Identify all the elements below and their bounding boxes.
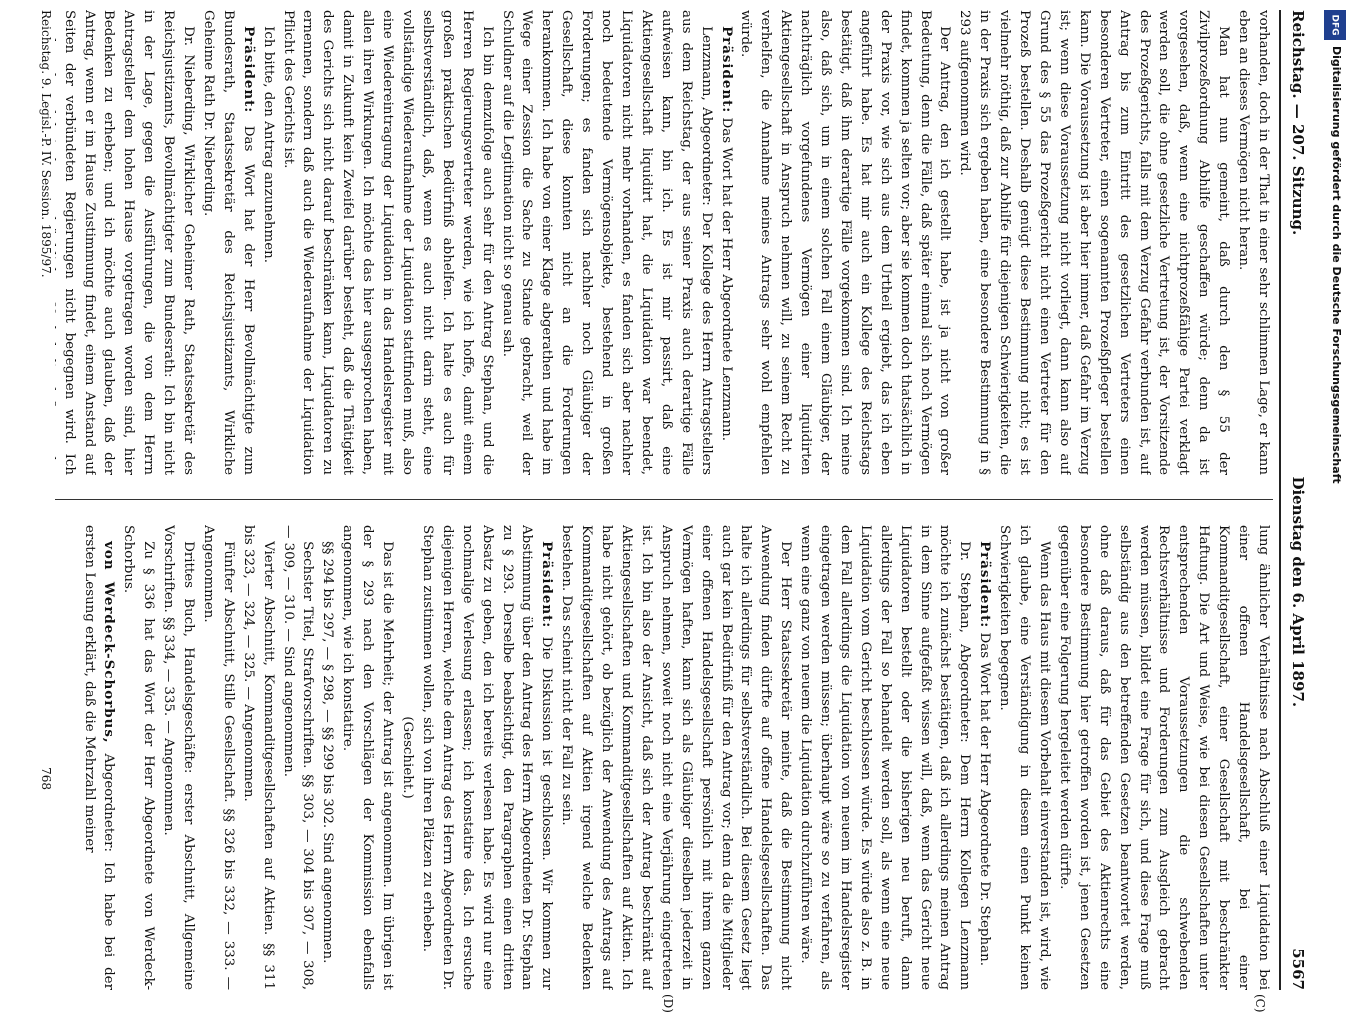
paragraph: lung ähnlicher Verhältnisse nach Abschluß einer Liquidation bei einer offenen Handelsgesellschaft, bei einer Kommanditgesellschaft, einer Gesellschaft mit beschränkter Haftung. Die Art und Weise, wie bei diesen Gesellschaften unter entsprechenden Voraussetzungen die schwebenden Rechtsverhältnisse und Forderungen zum Ausgleich gebracht werden müssen, bildet eine Frage für sich, und diese Frage muß selbständig aus den betreffenden Gesetzen beantwortet werden, ohne daß daraus, daß für das Gebiet des Aktienrechts eine besondere Bestimmung hier getroffen worden ist, jenen Gesetzen gegenüber eine Folgerung hergeleitet werden dürfte. [1054,525,1273,990]
paragraph: vorhanden, doch in der That in einer sehr schlimmen Lage, er kann eben an dieses Vermögen nicht heran. [1233,10,1273,475]
page-number: 5567 [1289,948,1307,990]
dfg-sidebar [1320,6,1350,996]
margin-marker-c: (C) [1253,994,1267,1013]
right-column [55,525,1273,990]
speech-president [716,10,736,475]
speech-text: Das Wort hat der Herr Bevollmächtigte zum Bundesrath, Staatssekretär des Reichsjustizamts, Wirkliche Geheime Rath Dr. Nieberding. [201,10,256,475]
paragraph: Zu § 336 hat das Wort der Herr Abgeordnete von Werdeck-Schorbus. [118,525,158,990]
left-column [55,10,1273,475]
speech-president [974,525,994,990]
paragraph: Wenn das Haus mit diesem Vorbehalt einverstanden ist, wird, wie ich glaube, eine Verständigung in diesem einen Punkt keinen Schwierigkeiten begegnen. [994,525,1054,990]
paragraph: Ich bitte, den Antrag anzunehmen. [258,10,278,475]
paragraph: Drittes Buch, Handelsgeschäfte: erster Abschnitt, Allgemeine Vorschriften. §§ 334, — 335. — Angenommen. [158,525,198,990]
header-left: Reichstag. — 207. Sitzung. [1289,10,1307,235]
speech-text: Die Diskussion ist geschlossen. Wir kommen zur Abstimmung über den Antrag des Herrn Abgeordneten Dr. Stephan zu § 293. Derselbe beabsichtigt, den Paragraphen einen dritten Absatz zu geben, den ich bereits verlesen habe. Es wird nur eine nochmalige Verlesung erlassen; ich konstatire das. Ich ersuche diejenigen Herren, welche dem Antrag des Herrn Abgeordneten Dr. Stephan zustimmen wollen, sich von ihren Plätzen zu erheben. [420,525,554,990]
speaker-name: von Werdeck-Schorbus, [101,541,117,743]
header-rule [1279,10,1281,990]
dfg-credit-text: Digitalisierung gefördert durch die Deutsche Forschungsgemeinschaft [1330,46,1343,484]
rotated-page [25,10,1315,990]
paragraph: Sechster Titel, Strafvorschriften. §§ 303, — 304 bis 307, — 308, — 309, — 310. — Sind angenommen. [278,525,318,990]
speech-president [417,525,556,990]
paragraph: (Geschieht.) [397,525,417,990]
dfg-logo: DFG [1324,10,1346,40]
paragraph: Fünfter Abschnitt, Stille Gesellschaft. §§ 326 bis 332, — 333. — Angenommen. [198,525,238,990]
paragraph: Dr. Nieberding, Wirklicher Geheimer Rath, Staatssekretär des Reichsjustizamts, Bevollmächtigter zum Bundesrath: Ich bin nicht in der Lage, gegen die Ausführungen, die von dem Herrn Antragsteller dem hohen Hause vorgetragen worden sind, hier Bedenken zu erheben; und ich möchte auch glauben, daß der Antrag, wenn er im Hause Zustimmung findet, einem Anstand auf Seiten der verbündeten Regierungen nicht begegnen wird. Ich [55,10,198,475]
paragraph: Vierter Abschnitt, Kommanditgesellschaften auf Aktien. §§ 311 bis 323, — 324, — 325. — Angenommen. [238,525,278,990]
page-header [1281,10,1315,990]
paragraph: Der Herr Staatssekretär meinte, daß die Bestimmung nicht Anwendung finden dürfte auf offene Handelsgesellschaften. Das halte ich allerdings für selbstverständlich. Bei diesem Gesetz liegt auch gar kein Bedürfniß für den Antrag vor; denn da die Mitglieder einer offenen Handelsgesellschaft persönlich mit ihrem ganzen Vermögen haften, kann sich als Gläubiger dieselben jederzeit in Anspruch nehmen, soweit noch nicht eine Verjährung eingetreten ist. Ich bin also der Ansicht, daß sich der Antrag beschränkt auf Aktiengesellschaften und Kommanditgesellschaften auf Aktien. Ich habe nicht gehört, ob bezüglich der Anwendung des Antrags auf Kommanditgesellschaften auf Aktien irgend welche Bedenken bestehen. Das scheint nicht der Fall zu sein. [556,525,795,990]
speech-text: Das Wort hat der Herr Abgeordnete Lenzmann. [719,118,734,441]
speaker-name: Präsident: [241,26,257,113]
column-divider [55,499,1273,500]
footer-session-note: Reichstag. 9. Legisl.-P. IV. Session. 1895/97. [39,10,53,278]
margin-marker-d: (D) [661,994,675,1013]
paragraph: Dr. Stephan, Abgeordneter: Dem Herrn Kollegen Lenzmann möchte ich zunächst bestätigen, daß ich allerdings meinen Antrag in dem Sinne aufgefaßt wissen will, daß, wenn das Gericht neue Liquidatoren bestellt oder die bisherigen neu beruft, dann allerdings der Fall so behandelt werden soll, als wenn eine neue Liquidation vom Gericht beschlossen würde. Es würde also z. B. in dem Fall allerdings die Liquidation von neuem im Handelsregister eingetragen werden müssen; überhaupt wäre so zu verfahren, als wenn eine ganz von neuem die Liquidation durchzuführen wäre. [795,525,974,990]
page-code: 768 [39,767,53,790]
speaker-name: Präsident: [539,541,555,628]
paragraph: Das ist die Mehrheit; der Antrag ist angenommen. Im übrigen ist der § 293 nach den Vorschlägen der Kommission ebenfalls angenommen, wie ich konstatire. [337,525,397,990]
speaker-name: Präsident: [719,26,735,113]
speech-text: Das Wort hat der Herr Abgeordnete Dr. Stephan. [977,633,992,966]
paragraph: Lenzmann, Abgeordneter: Der Kollege des Herrn Antragstellers aus dem Reichstag, der aus seiner Praxis auch derartige Fälle aufweisen kann, bin ich. Es ist mir passirt, daß eine Aktiengesellschaft liquidirt hat, die Liquidation war beendet, Liquidatoren nicht mehr vorhanden, es fanden sich aber nachher noch bedeutende Vermögensobjekte, bestehend in großen Forderungen; es fanden sich nachher noch Gläubiger der Gesellschaft, diese konnten nicht an die Forderungen herankommen. Ich habe von einer Klage abgerathen und habe im Wege einer Zession die Sache zu Stande gebracht, weil der Schuldner auf die Legitimation nicht so genau sah. [497,10,716,475]
header-center: Dienstag den 6. April 1897. [1289,476,1307,707]
speech-werdeck [79,525,119,990]
paragraph: Man hat nun gemeint, daß durch den § 55 der Zivilprozeßordnung Abhilfe geschaffen würde; denn da ist vorgesehen, daß, wenn eine nichtprozeßfähige Partei verklagt werden soll, die ohne gesetzliche Vertretung ist, der Vorsitzende des Prozeßgerichts, falls mit dem Verzug Gefahr verbunden ist, auf Antrag bis zum Eintritt des gesetzlichen Vertreters einen besonderen Vertreter, einen sogenannten Prozeßpfleger bestellen kann. Die Voraussetzung ist aber hier immer, daß Gefahr im Verzug ist; wenn diese Voraussetzung nicht vorliegt, dann kann also auf Grund des § 55 das Prozeßgericht nicht einen Vertreter für den Prozeß bestellen. Deshalb genügt diese Bestimmung nicht; es ist vielmehr nöthig, daß zur Abhilfe für diejenigen Schwierigkeiten, die in der Praxis sich ergeben haben, eine besondere Bestimmung in § 293 aufgenommen wird. [955,10,1234,475]
paragraph: Ich bin demzufolge auch sehr für den Antrag Stephan, und die Herren Regierungsvertreter werden, wie ich hoffe, damit einem großen praktischen Bedürfniß abhelfen. Ich halte es auch für selbstverständlich, daß, wenn es auch nicht darin steht, eine vollständige Wiederaufnahme der Liquidation stattfinden muß, also eine Wiedereintragung der Liquidation in das Handelsregister mit allen ihren Wirkungen. Ich möchte das hier ausgesprochen haben, damit in Zukunft kein Zweifel darüber besteht, daß die Thätigkeit des Gerichts sich nicht darauf beschränken kann, Liquidatoren zu ernennen, sondern daß auch die Wiederaufnahme der Liquidation Pflicht des Gerichts ist. [278,10,497,475]
speech-president [198,10,258,475]
paragraph: Der Antrag, den ich gestellt habe, ist ja nicht von großer Bedeutung, denn die Fälle, daß später einmal sich noch Vermögen findet, kommen ja selten vor; aber sie kommen doch thatsächlich in der Praxis vor, wie sich aus dem Urtheil ergiebt, das ich eben angeführt habe. Es hat mir auch ein Kollege des Reichstags bestätigt, daß ihm derartige Fälle vorgekommen sind. Ich meine also, daß sich, um in einem solchen Fall einem Gläubiger, der nachträglich vorgefundenes Vermögen einer liquidirten Aktiengesellschaft in Anspruch nehmen will, zu seinem Recht zu verhelfen, die Annahme meines Antrags sehr wohl empfehlen würde. [736,10,955,475]
paragraph: §§ 294 bis 297, — § 298, — §§ 299 bis 302. Sind angenommen. [318,525,338,990]
speaker-name: Präsident: [977,541,993,628]
speech-text: Abgeordneter: Ich habe bei der ersten Lesung erklärt, daß die Mehrzahl meiner [82,525,117,990]
